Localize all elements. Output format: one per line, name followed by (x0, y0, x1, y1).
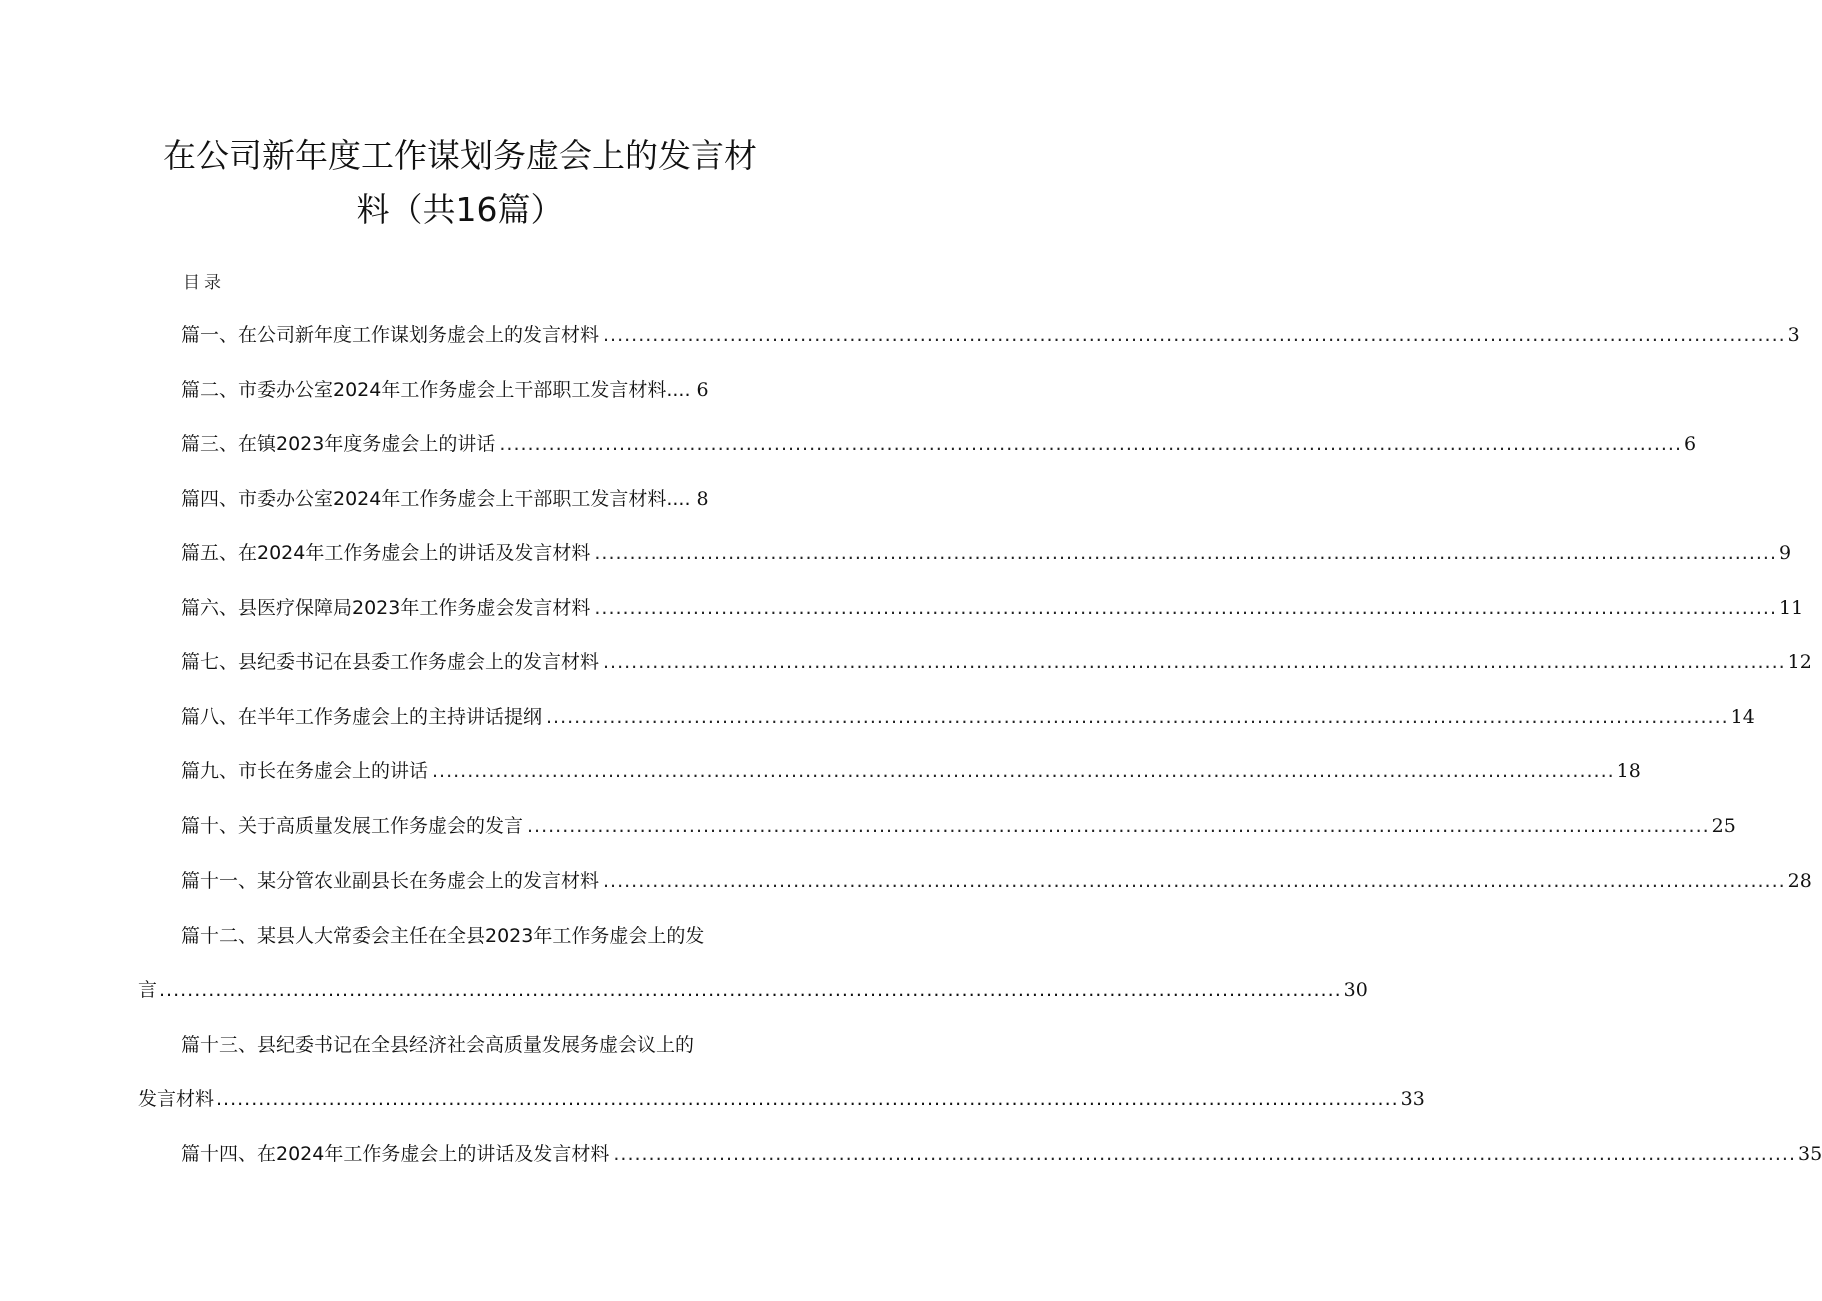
toc-entry-12-line-1[interactable]: 篇十二、某县人大常委会主任在全县2023年工作务虚会上的发 (181, 925, 705, 947)
toc-entry-6[interactable] (181, 593, 1804, 623)
toc-entry-13-line-2[interactable] (138, 1084, 1425, 1114)
toc-entry-1[interactable] (181, 320, 1800, 350)
toc-entry-page: 30 (1343, 979, 1368, 1001)
toc-entry-2[interactable] (181, 375, 776, 405)
toc-entry-label: 篇三、在镇2023年度务虚会上的讲话 (181, 433, 496, 455)
toc-entry-3[interactable] (181, 429, 1697, 459)
toc-leader-dots: ........................................................................................................................................................................ (603, 324, 1786, 346)
toc-entry-label: 篇十、关于高质量发展工作务虚会的发言 (181, 815, 524, 837)
toc-entry-label: 篇二、市委办公室2024年工作务虚会上干部职工发言材料.... (181, 379, 691, 401)
toc-entry-label: 发言材料 (138, 1088, 215, 1110)
toc-leader-dots: ........................................................................................................................................................................ (603, 870, 1786, 892)
toc-entry-label: 篇八、在半年工作务虚会上的主持讲话提纲 (181, 706, 543, 728)
toc-leader-dots: ........................................................................................................................................................................ (499, 433, 1683, 455)
toc-entry-page: 6 (1684, 433, 1697, 455)
toc-leader-dots: ........................................................................................................................................................................ (594, 542, 1778, 564)
toc-entry-14[interactable] (181, 1139, 1822, 1169)
toc-leader-dots: ........................................................................................................................................................................ (546, 706, 1729, 728)
toc-entry-page: 11 (1779, 597, 1804, 619)
toc-entry-page: 18 (1616, 760, 1641, 782)
toc-entry-page: 25 (1711, 815, 1736, 837)
document-title-line-2: 料（共16篇） (356, 190, 564, 229)
toc-leader-dots: ........................................................................................................................................................................ (527, 815, 1710, 837)
toc-entry-12-line-2[interactable] (138, 975, 1368, 1005)
toc-entry-8[interactable] (181, 702, 1755, 732)
toc-entry-10[interactable] (181, 811, 1736, 841)
toc-leader-dots: ........................................................................................................................................................................ (216, 1088, 1399, 1110)
toc-entry-label: 篇五、在2024年工作务虚会上的讲话及发言材料 (181, 542, 591, 564)
toc-entry-label: 篇六、县医疗保障局2023年工作务虚会发言材料 (181, 597, 591, 619)
toc-entry-9[interactable] (181, 756, 1641, 786)
toc-entry-page: 9 (1779, 542, 1792, 564)
toc-entry-label: 篇十一、某分管农业副县长在务虚会上的发言材料 (181, 870, 600, 892)
toc-entry-label: 篇四、市委办公室2024年工作务虚会上干部职工发言材料.... (181, 488, 691, 510)
toc-entry-label: 篇一、在公司新年度工作谋划务虚会上的发言材料 (181, 324, 600, 346)
toc-entry-page: 6 (696, 379, 709, 401)
toc-entry-7[interactable] (181, 647, 1812, 677)
toc-leader-dots: ........................................................................................................................................................................ (432, 760, 1615, 782)
toc-leader-dots: ........................................................................................................................................................................ (159, 979, 1342, 1001)
toc-entry-11[interactable] (181, 866, 1812, 896)
toc-entry-page: 33 (1400, 1088, 1425, 1110)
toc-entry-page: 3 (1787, 324, 1800, 346)
toc-entry-page: 14 (1730, 706, 1755, 728)
toc-entry-5[interactable] (181, 538, 1792, 568)
toc-entry-page: 12 (1787, 651, 1812, 673)
toc-entry-label: 言 (138, 979, 158, 1001)
toc-leader-dots: ........................................................................................................................................................................ (603, 651, 1786, 673)
toc-entry-page: 8 (696, 488, 709, 510)
toc-entry-page: 35 (1798, 1143, 1822, 1165)
document-title-line-1: 在公司新年度工作谋划务虚会上的发言材 (163, 136, 757, 175)
toc-leader-dots: ........................................................................................................................................................................ (613, 1143, 1797, 1165)
toc-leader-dots: ........................................................................................................................................................................ (594, 597, 1778, 619)
toc-entry-label: 篇九、市长在务虚会上的讲话 (181, 760, 429, 782)
toc-heading: 目录 (183, 273, 225, 293)
toc-entry-13-line-1[interactable]: 篇十三、县纪委书记在全县经济社会高质量发展务虚会议上的 (181, 1034, 695, 1056)
toc-entry-4[interactable] (181, 484, 776, 514)
toc-entry-label: 篇七、县纪委书记在县委工作务虚会上的发言材料 (181, 651, 600, 673)
toc-entry-label: 篇十四、在2024年工作务虚会上的讲话及发言材料 (181, 1143, 610, 1165)
toc-entry-page: 28 (1787, 870, 1812, 892)
